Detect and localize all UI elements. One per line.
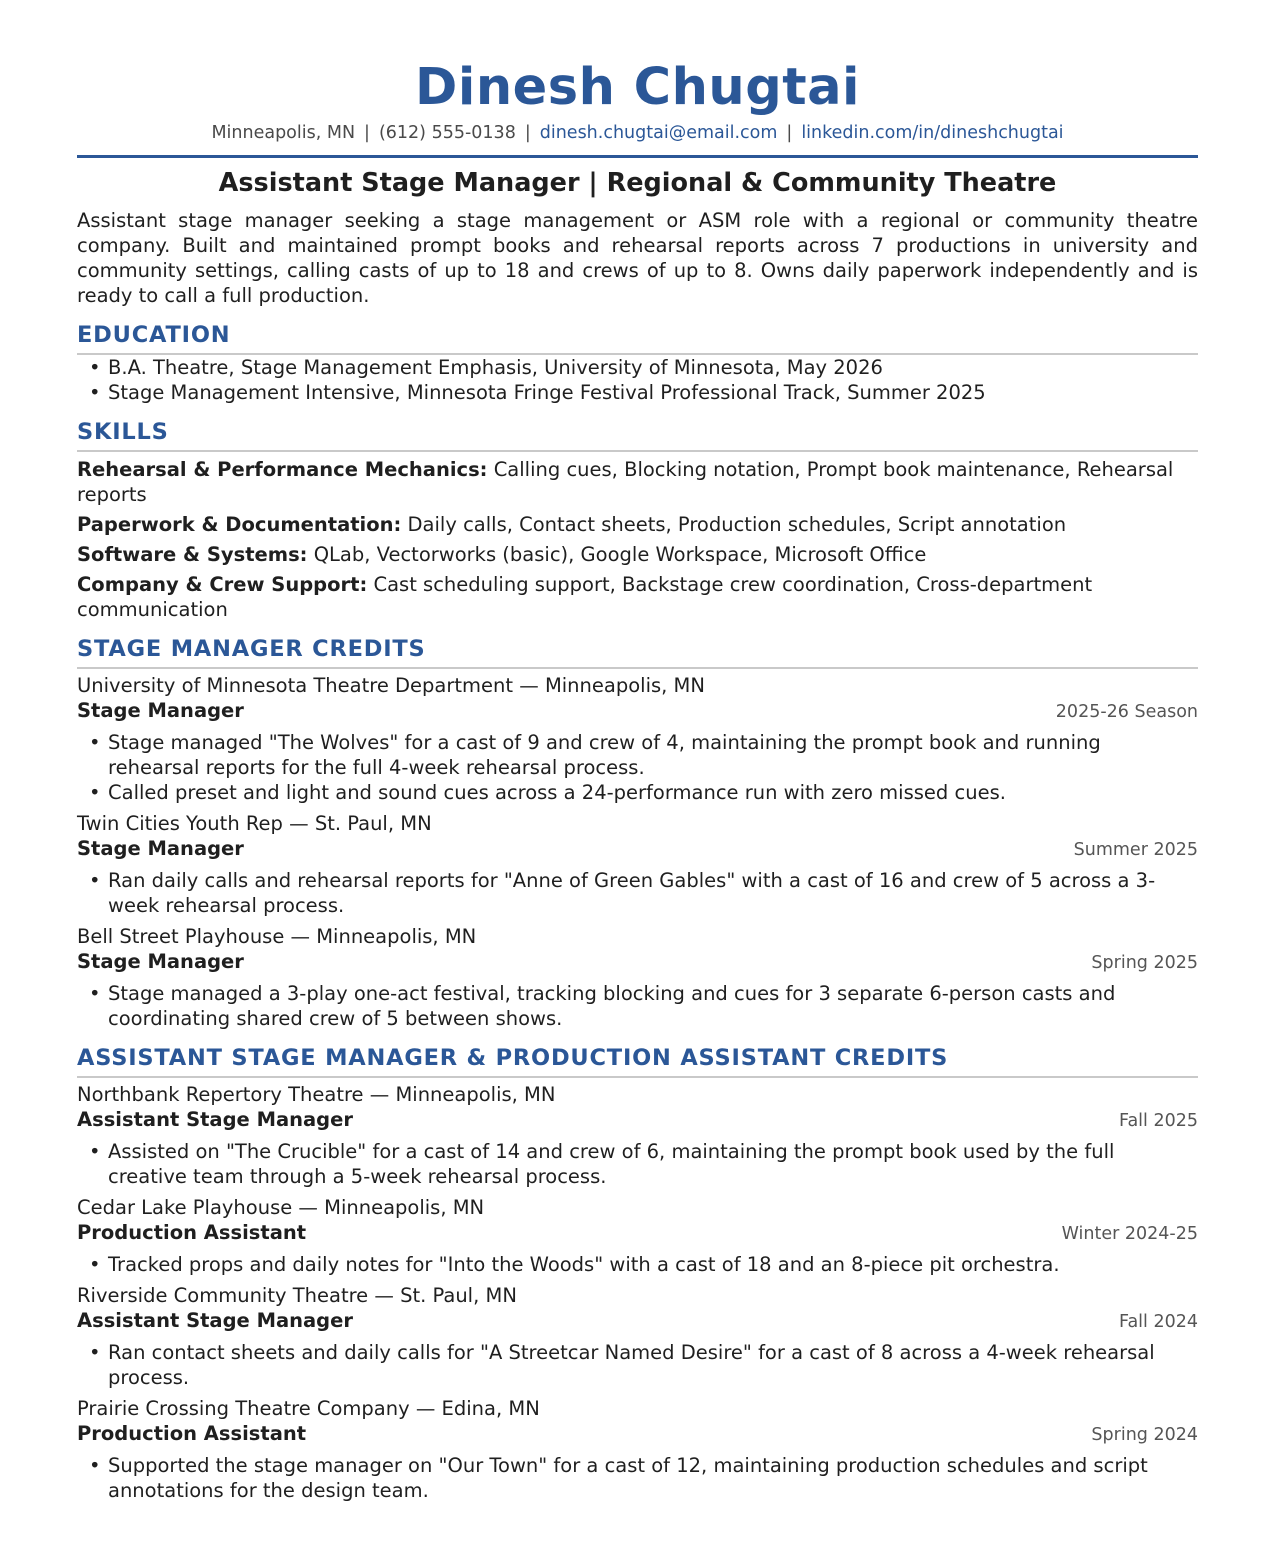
credit-bullets [77,981,1198,1031]
credit-role: Production Assistant [77,1422,307,1445]
credit-date: Spring 2025 [1091,953,1198,973]
section-title-asm-credits: ASSISTANT STAGE MANAGER & PRODUCTION ASSISTANT CREDITS [77,1044,1198,1078]
credit-bullets [77,1453,1198,1503]
skill-group [77,457,1198,507]
credit-bullet: • Called preset and light and sound cues across a 24-performance run with zero missed cues. [77,780,1198,805]
credit-organization: University of Minnesota Theatre Department — Minneapolis, MN [77,674,705,697]
credit-role-row [77,949,1198,976]
credit-role-row [77,1107,1198,1134]
education-item: • B.A. Theatre, Stage Management Emphasis, University of Minnesota, May 2026 [77,355,1198,380]
credit-date: Fall 2024 [1118,1312,1198,1332]
credit-bullets [77,1139,1198,1189]
education-list [77,355,1198,405]
credit-bullets [77,868,1198,918]
skill-group-label: Rehearsal & Performance Mechanics: [77,458,488,481]
skill-group [77,572,1198,622]
credit-entry [77,1195,1198,1277]
section-title-skills: SKILLS [77,418,1198,452]
credit-bullet: • Ran contact sheets and daily calls for "A Streetcar Named Desire" for a cast of 8 across a 4-week rehearsal process. [77,1340,1198,1390]
contact-location: Minneapolis, MN [211,123,356,143]
candidate-name: Dinesh Chugtai [415,58,860,117]
education-item: • Stage Management Intensive, Minnesota Fringe Festival Professional Track, Summer 2025 [77,380,1198,405]
summary-paragraph: Assistant stage manager seeking a stage management or ASM role with a regional or community theatre company. Built and maintained prompt books and rehearsal reports across 7 productions in university and community settings, calling casts of up to 18 and crews of up to 8. Owns daily paperwork independently and is ready to call a full production. [77,209,1198,307]
credit-date: Winter 2024-25 [1061,1224,1198,1244]
credit-entry [77,924,1198,1031]
credit-entry [77,1396,1198,1503]
contact-separator: | [786,123,793,143]
skill-group [77,542,1198,567]
credit-date: 2025-26 Season [1055,702,1198,722]
skill-group [77,512,1198,537]
credit-role-row [77,836,1198,863]
credit-role-row [77,1308,1198,1335]
credit-role: Stage Manager [77,950,244,973]
credit-bullet: • Stage managed a 3-play one-act festival, tracking blocking and cues for 3 separate 6-person casts and coordinating shared crew of 5 between shows. [77,981,1198,1031]
credit-bullet: • Supported the stage manager on "Our Town" for a cast of 12, maintaining production schedules and script annotations for the design team. [77,1453,1198,1503]
credit-organization: Northbank Repertory Theatre — Minneapolis, MN [77,1083,556,1106]
credit-organization: Cedar Lake Playhouse — Minneapolis, MN [77,1196,485,1219]
credit-date: Spring 2024 [1091,1425,1198,1445]
credit-entry [77,1082,1198,1189]
contact-separator: | [524,123,531,143]
credit-date: Fall 2025 [1118,1111,1198,1131]
credit-date: Summer 2025 [1073,840,1198,860]
credit-bullets [77,1252,1198,1277]
section-title-sm-credits: STAGE MANAGER CREDITS [77,635,1198,669]
skill-group-items: QLab, Vectorworks (basic), Google Workspace, Microsoft Office [313,543,927,566]
credit-bullet: • Tracked props and daily notes for "Into the Woods" with a cast of 18 and an 8-piece pit orchestra. [77,1252,1198,1277]
contact-email-link[interactable]: dinesh.chugtai@email.com [539,123,778,143]
contact-linkedin-link[interactable]: linkedin.com/in/dineshchugtai [801,123,1064,143]
credit-bullets [77,730,1198,805]
credit-entry [77,811,1198,918]
skill-group-label: Paperwork & Documentation: [77,513,402,536]
skill-group-label: Software & Systems: [77,543,308,566]
credit-bullet: • Assisted on "The Crucible" for a cast of 14 and crew of 6, maintaining the prompt book used by the full creative team through a 5-week rehearsal process. [77,1139,1198,1189]
credit-bullet: • Stage managed "The Wolves" for a cast of 9 and crew of 4, maintaining the prompt book and running rehearsal reports for the full 4-week rehearsal process. [77,730,1198,780]
credit-organization: Prairie Crossing Theatre Company — Edina, MN [77,1397,540,1420]
credit-organization: Twin Cities Youth Rep — St. Paul, MN [77,812,432,835]
skill-group-items: Calling cues, Blocking notation, Prompt book maintenance, Rehearsal reports [77,458,1174,506]
credit-role-row [77,1220,1198,1247]
contact-line [77,120,1198,146]
credit-role: Stage Manager [77,699,244,722]
contact-separator: | [364,123,370,143]
credit-role: Assistant Stage Manager [77,1108,353,1131]
credit-entry [77,1283,1198,1390]
credit-role-row [77,1421,1198,1448]
section-title-education: EDUCATION [77,321,1198,355]
header-divider [77,155,1198,158]
credit-role-row [77,698,1198,725]
professional-headline: Assistant Stage Manager | Regional & Community Theatre [218,168,1057,198]
credit-organization: Riverside Community Theatre — St. Paul, MN [77,1284,517,1307]
credit-bullet: • Ran daily calls and rehearsal reports for "Anne of Green Gables" with a cast of 16 and crew of 5 across a 3-week rehearsal process. [77,868,1198,918]
credit-role: Stage Manager [77,837,244,860]
credit-role: Assistant Stage Manager [77,1309,353,1332]
skill-group-items: Cast scheduling support, Backstage crew coordination, Cross-department communication [77,573,1093,621]
credit-bullets [77,1340,1198,1390]
skill-group-label: Company & Crew Support: [77,573,368,596]
contact-phone: (612) 555-0138 [378,123,516,143]
credit-organization: Bell Street Playhouse — Minneapolis, MN [77,925,477,948]
credit-entry [77,673,1198,805]
credit-role: Production Assistant [77,1221,307,1244]
skill-group-items: Daily calls, Contact sheets, Production schedules, Script annotation [407,513,1067,536]
